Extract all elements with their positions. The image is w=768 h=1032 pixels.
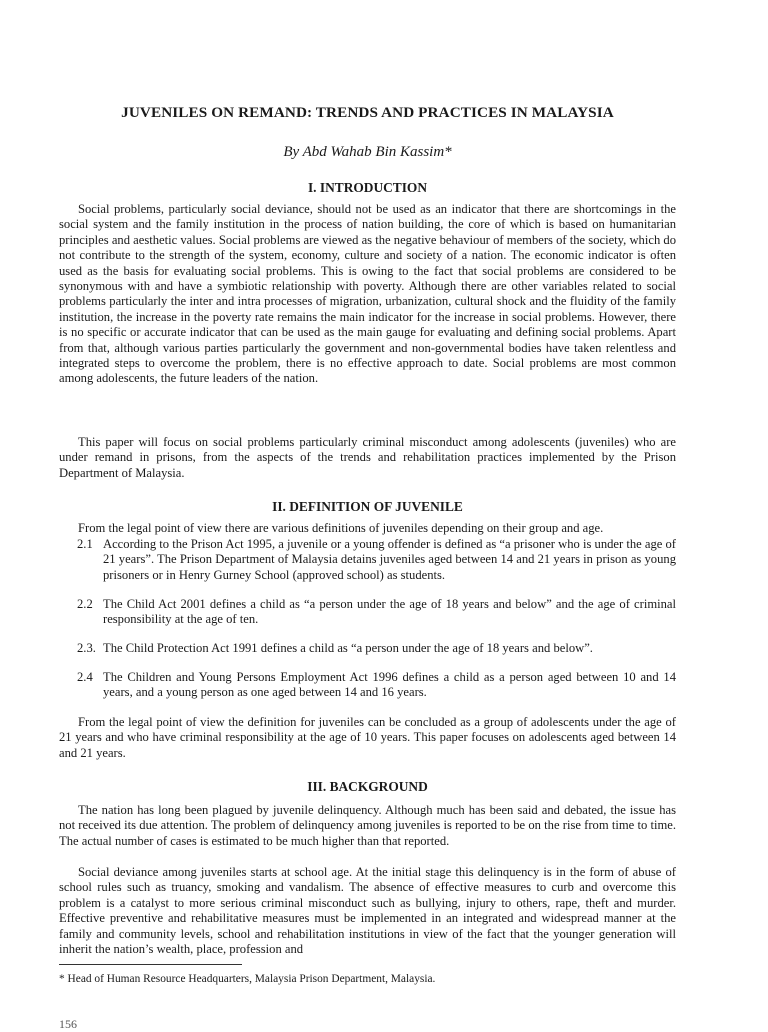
- background-paragraph-2: Social deviance among juveniles starts at school age. At the initial stage this delinquency is in the form of abuse of school rules such as truancy, smoking and vandalism. The absence of effective measures to curb and overcome this problem is a catalyst to more serious criminal misconduct such as bullying, injury to others, rape, theft and murder. Effective preventive and rehabilitative measures must be implemented in an integrated and widespread manner at the family and community levels, school and rehabilitation institutions in view of the fact that the younger generation will inherit the nation’s wealth, place, profession and: [59, 865, 676, 957]
- footnote-divider: [59, 964, 242, 965]
- definition-intro: From the legal point of view there are various definitions of juveniles depending on their group and age.: [78, 521, 604, 535]
- list-item-text: The Child Act 2001 defines a child as “a person under the age of 18 years and below” and the age of criminal responsibility at the age of ten.: [103, 597, 676, 627]
- footnote: * Head of Human Resource Headquarters, Malaysia Prison Department, Malaysia.: [59, 973, 436, 985]
- list-item-number: 2.1: [77, 537, 93, 551]
- list-item-number: 2.3.: [77, 641, 96, 655]
- list-item-number: 2.4: [77, 670, 93, 684]
- definition-conclusion: From the legal point of view the definition for juveniles can be concluded as a group of adolescents under the age of 21 years and who have criminal responsibility at the age of 10 years. This paper focuses on adolescents aged between 14 and 21 years.: [59, 715, 676, 760]
- list-item: [77, 537, 676, 583]
- section-heading-definition: II. DEFINITION OF JUVENILE: [272, 499, 463, 514]
- list-item: [77, 670, 676, 701]
- section-heading-introduction: I. INTRODUCTION: [307, 180, 428, 195]
- list-item: [77, 597, 676, 628]
- intro-paragraph-2: This paper will focus on social problems particularly criminal misconduct among adolescents (juveniles) who are under remand in prisons, from the aspects of the trends and rehabilitation practices implemented by the Prison Department of Malaysia.: [59, 435, 676, 480]
- list-item-text: The Children and Young Persons Employment Act 1996 defines a child as a person aged between 10 and 14 years, and a young person as one aged between 14 and 16 years.: [103, 670, 676, 700]
- document-title: JUVENILES ON REMAND: TRENDS AND PRACTICES IN MALAYSIA: [121, 104, 614, 121]
- background-paragraph-1: The nation has long been plagued by juvenile delinquency. Although much has been said and debated, the issue has not received its due attention. The problem of delinquency among juveniles is reported to be on the rise from time to time. The actual number of cases is estimated to be much higher than that reported.: [59, 803, 676, 848]
- list-item: [77, 641, 676, 656]
- intro-paragraph-1: Social problems, particularly social deviance, should not be used as an indicator that there are shortcomings in the social system and the family institution in the process of nation building, the core of which is based on humanitarian principles and aesthetic values. Social problems are viewed as the negative behaviour of members of the society, which do not contribute to the strength of the system, economy, culture and society of a nation. The economic indicator is often used as the basis for evaluating social problems. This is owing to the fact that social problems are considered to be synonymous with and have a symbiotic relationship with poverty. Although there are other variables related to social problems particularly the inter and intra processes of migration, urbanization, cultural shock and the fluidity of the family institution, the increase in the poverty rate remains the main indicator for the increase in social problems. However, there is no specific or accurate indicator that can be used as the main gauge for evaluating and defining social problems. Apart from that, although various parties particularly the government and non-governmental bodies have taken relentless and integrated steps to overcome the problem, there is no effective approach to date. Social problems are most common among adolescents, the future leaders of the nation.: [59, 202, 676, 386]
- page-number: 156: [59, 1017, 77, 1031]
- list-item-number: 2.2: [77, 597, 93, 611]
- list-item-text: The Child Protection Act 1991 defines a child as “a person under the age of 18 years and below”.: [103, 641, 593, 655]
- section-heading-background: III. BACKGROUND: [307, 779, 428, 794]
- list-item-text: According to the Prison Act 1995, a juvenile or a young offender is defined as “a prisoner who is under the age of 21 years”. The Prison Department of Malaysia detains juveniles aged between 14 and 21 years in prison as young prisoners or in Henry Gurney School (approved school) as students.: [103, 537, 676, 582]
- author-line: By Abd Wahab Bin Kassim*: [283, 144, 452, 160]
